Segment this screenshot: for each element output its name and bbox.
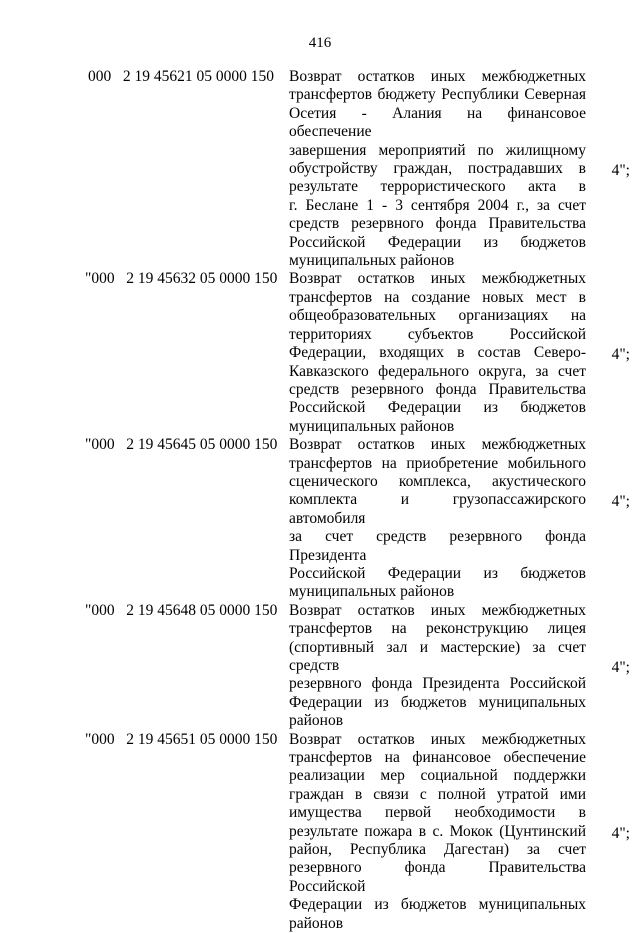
description-line: Кавказского федерального округа, за счет: [289, 362, 586, 380]
budget-code: "000 2 19 45651 05 0000 150: [85, 730, 278, 748]
description-line: резервного фонда Правительства Российской: [289, 859, 586, 895]
budget-code: "000 2 19 45648 05 0000 150: [85, 601, 278, 619]
description-line: Российской Федерации из бюджетов: [289, 564, 586, 582]
description-line: Возврат остатков иных межбюджетных: [289, 730, 586, 748]
budget-table: [0, 68, 640, 933]
description-line: Федерации из бюджетов муниципальных: [289, 693, 586, 711]
description-line: за счет средств резервного фонда Президента: [289, 528, 586, 564]
description-line: завершения мероприятий по жилищному: [289, 141, 586, 159]
description-line: комплекта и грузопассажирского автомобиля: [289, 491, 586, 527]
description-line: Федерации, входящих в состав Северо-: [289, 344, 586, 362]
page-number: 416: [308, 35, 332, 51]
description-line: (спортивный зал и мастерские) за счет средств: [289, 638, 586, 674]
budget-description: [289, 602, 586, 731]
description-line: обустройству граждан, пострадавших в: [289, 160, 586, 178]
description-line: трансфертов на приобретение мобильного: [289, 454, 586, 472]
description-line: результате пожара в с. Мокок (Цунтинский: [289, 822, 586, 840]
description-line: г. Беслане 1 - 3 сентября 2004 г., за счет: [289, 196, 586, 214]
description-line: муниципальных районов: [289, 252, 455, 270]
description-line: трансфертов на реконструкцию лицея: [289, 620, 586, 638]
description-line: Возврат остатков иных межбюджетных: [289, 270, 586, 288]
table-row: [0, 68, 640, 270]
description-line: Российской Федерации из бюджетов: [289, 233, 586, 251]
description-line: трансфертов бюджету Республики Северная: [289, 86, 586, 104]
description-line: результате террористического акта в: [289, 178, 586, 196]
description-line: Осетия - Алания на финансовое обеспечение: [289, 104, 586, 141]
description-line: Федерации из бюджетов муниципальных: [289, 896, 586, 914]
description-line: реализации мер социальной поддержки: [289, 767, 586, 785]
amount-value: 4";: [611, 658, 630, 676]
table-row: [0, 731, 640, 933]
amount-value: 4";: [611, 162, 630, 179]
budget-description: [289, 731, 586, 933]
description-line: общеобразовательных организациях на: [289, 307, 586, 325]
description-line: районов: [289, 914, 344, 932]
amount-value: 4";: [611, 493, 630, 511]
description-line: территориях субъектов Российской: [289, 325, 586, 343]
description-line: имущества первой необходимости в: [289, 804, 586, 822]
description-line: трансфертов на финансовое обеспечение: [289, 749, 586, 767]
description-line: Возврат остатков иных межбюджетных: [289, 601, 586, 619]
table-row: [0, 436, 640, 602]
budget-code: "000 2 19 45645 05 0000 150: [85, 436, 278, 454]
description-line: сценического комплекса, акустического: [289, 472, 586, 490]
description-line: Возврат остатков иных межбюджетных: [289, 68, 586, 85]
description-line: граждан в связи с полной утратой ими: [289, 785, 586, 803]
description-line: средств резервного фонда Правительства: [289, 215, 586, 233]
budget-code: 000 2 19 45621 05 0000 150: [88, 68, 274, 85]
description-line: резервного фонда Президента Российской: [289, 675, 586, 693]
description-line: муниципальных районов: [289, 417, 455, 435]
budget-description: [289, 270, 586, 436]
table-row: [0, 602, 640, 731]
table-row: [0, 270, 640, 436]
description-line: Российской Федерации из бюджетов: [289, 399, 586, 417]
budget-description: [289, 68, 586, 270]
description-line: муниципальных районов: [289, 583, 455, 601]
amount-value: 4";: [611, 346, 630, 364]
description-line: средств резервного фонда Правительства: [289, 380, 586, 398]
amount-value: 4";: [611, 824, 630, 842]
budget-description: [289, 436, 586, 602]
description-line: район, Республика Дагестан) за счет: [289, 841, 586, 859]
description-line: трансфертов на создание новых мест в: [289, 288, 586, 306]
budget-code: "000 2 19 45632 05 0000 150: [85, 270, 278, 288]
description-line: районов: [289, 712, 344, 730]
description-line: Возврат остатков иных межбюджетных: [289, 436, 586, 454]
